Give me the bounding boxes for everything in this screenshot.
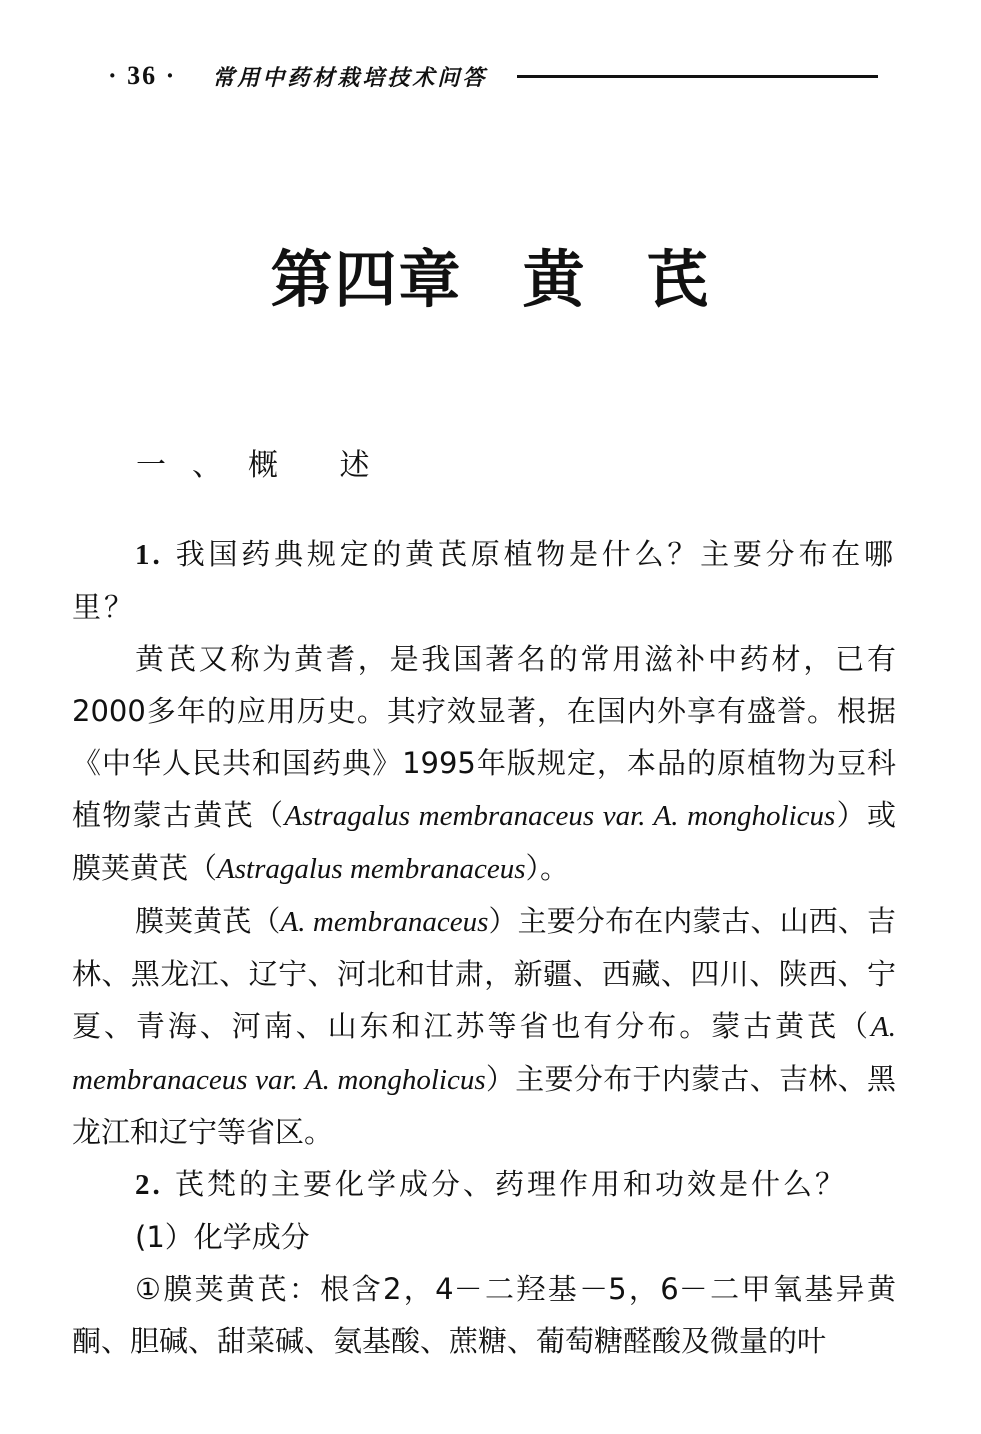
chapter-name-char-2: 芪: [646, 243, 711, 316]
latin-name: Astragalus membranaceus var. A. mongholicus: [284, 800, 836, 832]
paragraph-1-end: ）。: [525, 851, 570, 885]
latin-name: Astragalus membranaceus: [217, 853, 526, 885]
paragraph-2: [72, 895, 896, 1158]
question-2-text: 芪梵的主要化学成分、药理作用和功效是什么？: [174, 1167, 847, 1201]
question-1-text: 我国药典规定的黄芪原植物是什么？主要分布在哪里？: [72, 537, 896, 624]
paragraph-1-text: 黄芪又称为黄耆，是我国著名的常用滋补中药材，已有2000多年的应用历史。其疗效显著，在国内外享有盛誉。根据《中华人民共和国药典》1995年版规定，本品的原植物为豆科植物蒙古黄芪（: [72, 642, 896, 832]
question-2-number: 2.: [135, 1169, 163, 1201]
paragraph-1-mid: ）或膜荚黄芪（: [72, 798, 896, 885]
question-1-number: 1.: [135, 539, 163, 571]
paragraph-2-start: 膜荚黄芪（: [135, 904, 281, 938]
latin-name: A. membranaceus var. A. mongholicus: [72, 1011, 896, 1096]
book-title: 常用中药材栽培技术问答: [212, 64, 488, 91]
chapter-number: 第四章: [270, 243, 463, 316]
chapter-name-char-1: 黄: [522, 243, 587, 316]
paragraph-2-mid: ）主要分布在内蒙古、山西、吉林、黑龙江、辽宁、河北和甘肃，新疆、西藏、四川、陕西、宁夏、青海、河南、山东和江苏等省也有分布。蒙古黄芪（: [72, 904, 896, 1043]
header-rule: [517, 75, 878, 78]
running-header: [108, 58, 878, 94]
section-heading: 一、概 述: [136, 448, 396, 483]
question-1: [72, 528, 896, 633]
paragraph-2-end: ）主要分布于内蒙古、吉林、黑龙江和辽宁等省区。: [72, 1062, 896, 1149]
question-2: [72, 1158, 896, 1211]
chapter-title: [0, 230, 981, 319]
subheading-chemical-components: (1）化学成分: [135, 1220, 310, 1254]
paragraph-3: ①膜荚黄芪：根含2，4－二羟基－5，6－二甲氧基异黄酮、胆碱、甜菜碱、氨基酸、蔗糖、葡萄糖醛酸及微量的叶: [72, 1272, 896, 1358]
body-text: [72, 528, 896, 1367]
paragraph-1: [72, 633, 896, 895]
latin-name: A. membranaceus: [280, 906, 489, 938]
page-number: · 36 ·: [108, 61, 177, 90]
